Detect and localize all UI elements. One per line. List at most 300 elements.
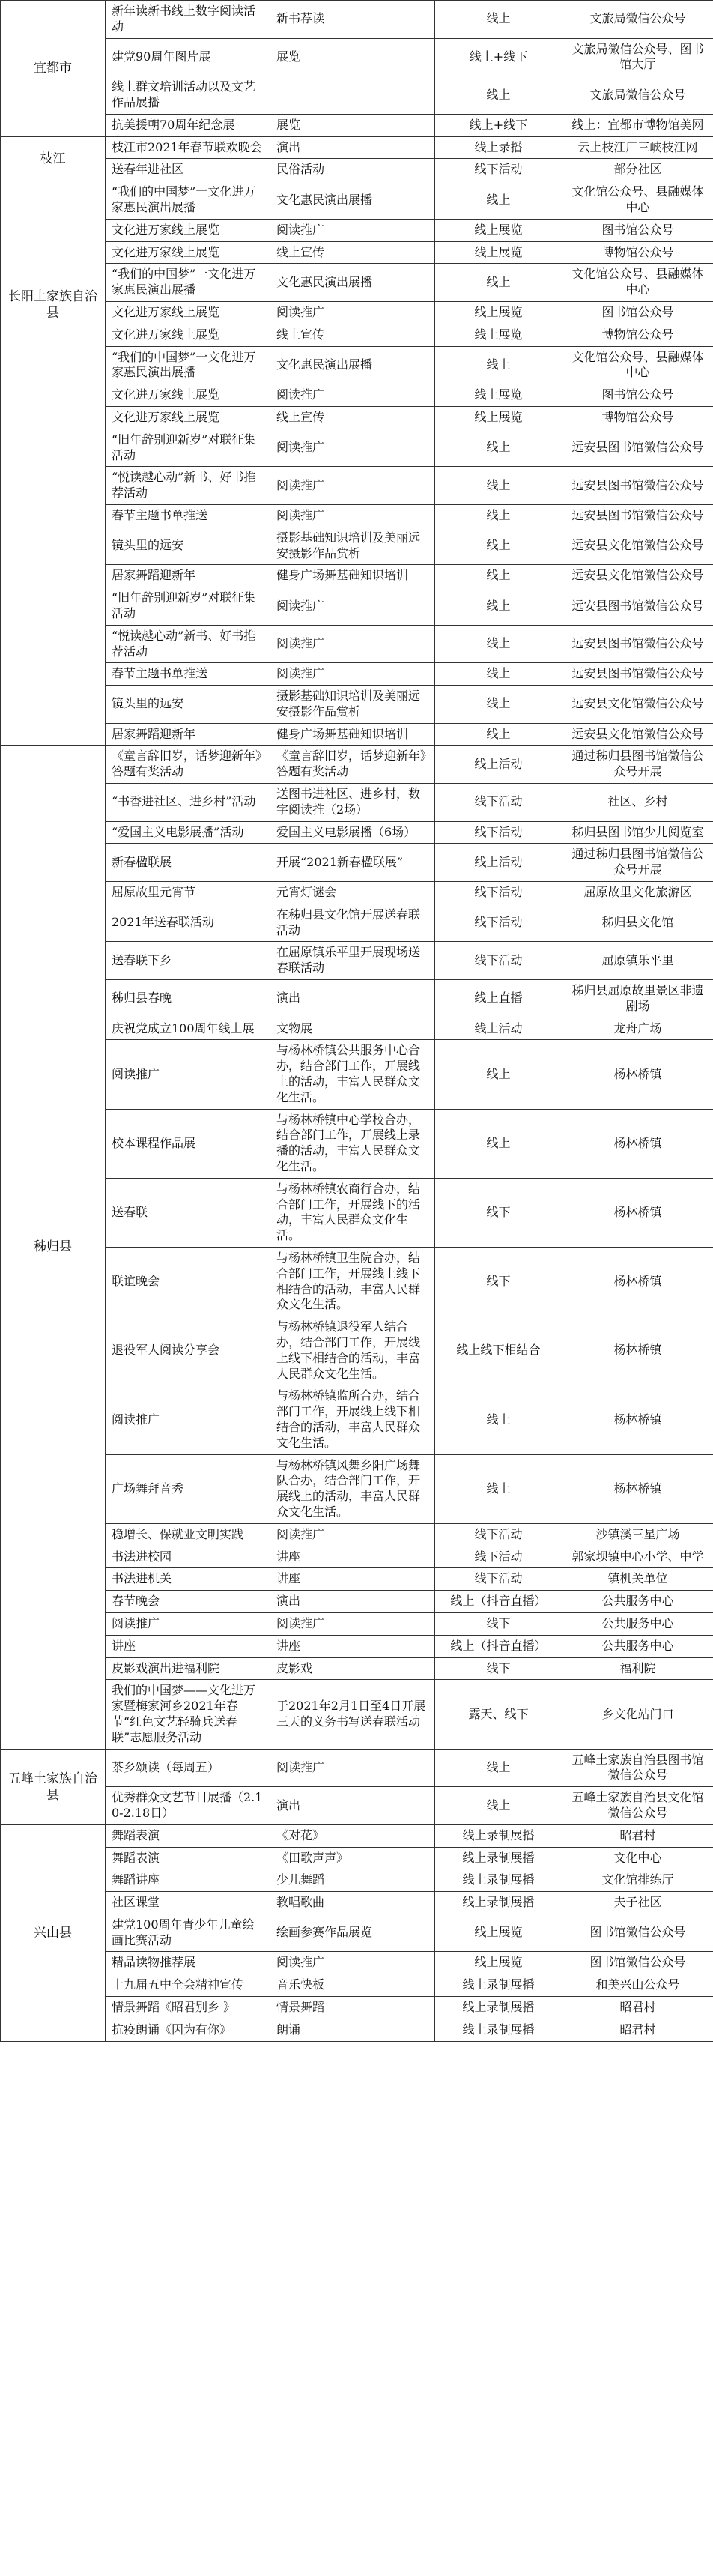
table-row <box>1 1568 713 1591</box>
activity-mode-cell: 线上 <box>435 181 562 220</box>
activity-content-cell: 演出 <box>270 1787 435 1825</box>
activity-venue-cell: 线上：宜都市博物馆美网 <box>562 114 713 136</box>
activity-mode-cell: 线上录制展播 <box>435 1847 562 1869</box>
activity-mode-cell: 线上 <box>435 527 562 565</box>
activity-venue-cell: 文化中心 <box>562 1847 713 1869</box>
table-row <box>1 1 713 39</box>
table-row <box>1 264 713 302</box>
activity-mode-cell: 线上+线下 <box>435 38 562 76</box>
activity-name-cell: “悦读越心动”新书、好书推荐活动 <box>106 467 270 505</box>
activity-venue-cell: 公共服务中心 <box>562 1591 713 1613</box>
activity-name-cell: 十九届五中全会精神宣传 <box>106 1974 270 1997</box>
table-row <box>1 1974 713 1997</box>
table-row <box>1 346 713 384</box>
activity-venue-cell: 远安县图书馆微信公众号 <box>562 625 713 663</box>
activity-mode-cell: 线上+线下 <box>435 114 562 136</box>
activity-content-cell: 绘画参赛作品展览 <box>270 1914 435 1952</box>
table-row <box>1 942 713 980</box>
table-row <box>1 1869 713 1892</box>
activity-venue-cell: 远安县图书馆微信公众号 <box>562 504 713 527</box>
table-row <box>1 625 713 663</box>
activity-mode-cell: 线上 <box>435 1749 562 1787</box>
table-row <box>1 746 713 784</box>
activity-mode-cell: 线上 <box>435 429 562 467</box>
activity-name-cell: 屈原故里元宵节 <box>106 882 270 904</box>
activity-venue-cell: 杨林桥镇 <box>562 1109 713 1178</box>
activity-mode-cell: 线上 <box>435 1109 562 1178</box>
table-row <box>1 219 713 241</box>
activity-name-cell: 精品读物推荐展 <box>106 1952 270 1974</box>
activity-mode-cell: 线上 <box>435 723 562 746</box>
activity-venue-cell: 镇机关单位 <box>562 1568 713 1591</box>
activity-mode-cell: 线上直播 <box>435 980 562 1018</box>
table-row <box>1 844 713 882</box>
activity-venue-cell: 夫子社区 <box>562 1892 713 1914</box>
table-row <box>1 1847 713 1869</box>
activity-name-cell: 新年读新书线上数字阅读活动 <box>106 1 270 39</box>
activity-name-cell: 我们的中国梦——文化进万家暨梅家河乡2021年春节“红色文艺轻骑兵送春联”志愿服务活动 <box>106 1680 270 1749</box>
activity-mode-cell: 线上录制展播 <box>435 1997 562 2019</box>
activity-content-cell: 阅读推广 <box>270 504 435 527</box>
activity-name-cell: 文化进万家线上展览 <box>106 406 270 429</box>
activity-mode-cell: 线上活动 <box>435 746 562 784</box>
activity-content-cell: 演出 <box>270 1591 435 1613</box>
activity-content-cell: 情景舞蹈 <box>270 1997 435 2019</box>
activity-mode-cell: 线下 <box>435 1178 562 1247</box>
table-row <box>1 723 713 746</box>
activity-content-cell: 阅读推广 <box>270 429 435 467</box>
activity-name-cell: 新春楹联展 <box>106 844 270 882</box>
activity-name-cell: “我们的中国梦”一文化进万家惠民演出展播 <box>106 181 270 220</box>
table-row <box>1 821 713 844</box>
activity-venue-cell: 远安县文化馆微信公众号 <box>562 565 713 587</box>
activity-content-cell: 演出 <box>270 136 435 159</box>
activity-mode-cell: 线上展览 <box>435 1952 562 1974</box>
activity-mode-cell: 线上录制展播 <box>435 1892 562 1914</box>
activity-name-cell: “书香进社区、进乡村”活动 <box>106 784 270 822</box>
activity-name-cell: 文化进万家线上展览 <box>106 219 270 241</box>
activity-venue-cell: 昭君村 <box>562 2019 713 2041</box>
activity-content-cell: 阅读推广 <box>270 301 435 324</box>
activity-venue-cell: 图书馆公众号 <box>562 219 713 241</box>
activity-content-cell: 民俗活动 <box>270 159 435 181</box>
activity-name-cell: 抗美援朝70周年纪念展 <box>106 114 270 136</box>
activity-mode-cell: 线上 <box>435 686 562 724</box>
table-row <box>1 1680 713 1749</box>
activity-venue-cell: 公共服务中心 <box>562 1612 713 1635</box>
activity-venue-cell: 杨林桥镇 <box>562 1454 713 1523</box>
activity-venue-cell: 杨林桥镇 <box>562 1178 713 1247</box>
table-row <box>1 663 713 686</box>
activity-venue-cell: 文化馆公众号、县融媒体中心 <box>562 264 713 302</box>
table-row <box>1 324 713 346</box>
activity-name-cell: 广场舞拜音秀 <box>106 1454 270 1523</box>
activity-venue-cell: 秭归县文化馆 <box>562 904 713 942</box>
activity-mode-cell: 线上 <box>435 1454 562 1523</box>
activity-mode-cell: 线下活动 <box>435 1568 562 1591</box>
activity-mode-cell: 线上活动 <box>435 1018 562 1040</box>
table-row <box>1 159 713 181</box>
activity-content-cell: 阅读推广 <box>270 384 435 407</box>
activity-name-cell: 情景舞蹈《昭君别乡 》 <box>106 1997 270 2019</box>
activity-content-cell: 展览 <box>270 38 435 76</box>
activity-mode-cell: 线上 <box>435 264 562 302</box>
table-row <box>1 1914 713 1952</box>
activity-mode-cell: 线上录制展播 <box>435 1869 562 1892</box>
activity-content-cell: 线上宣传 <box>270 406 435 429</box>
activity-content-cell: 音乐快板 <box>270 1974 435 1997</box>
activity-venue-cell: 远安县图书馆微信公众号 <box>562 663 713 686</box>
activity-name-cell: 文化进万家线上展览 <box>106 241 270 264</box>
activity-mode-cell: 线下活动 <box>435 1546 562 1568</box>
activity-mode-cell: 线下活动 <box>435 821 562 844</box>
activity-name-cell: 《童言辞旧岁，话梦迎新年》答题有奖活动 <box>106 746 270 784</box>
activity-mode-cell: 线上 <box>435 1040 562 1109</box>
activity-venue-cell: 秭归县图书馆少儿阅览室 <box>562 821 713 844</box>
activity-mode-cell: 线上（抖音直播） <box>435 1591 562 1613</box>
activity-name-cell: 庆祝党成立100周年线上展 <box>106 1018 270 1040</box>
activity-venue-cell: 文化馆公众号、县融媒体中心 <box>562 346 713 384</box>
table-row <box>1 1591 713 1613</box>
activity-content-cell: 线上宣传 <box>270 324 435 346</box>
activity-mode-cell: 线上 <box>435 1 562 39</box>
activity-venue-cell: 远安县图书馆微信公众号 <box>562 587 713 626</box>
activity-content-cell: 开展“2021新春楹联展” <box>270 844 435 882</box>
activity-content-cell: 摄影基础知识培训及美丽远安摄影作品赏析 <box>270 686 435 724</box>
activity-content-cell: 《田歌声声》 <box>270 1847 435 1869</box>
activity-venue-cell: 龙舟广场 <box>562 1018 713 1040</box>
activity-content-cell: 文化惠民演出展播 <box>270 181 435 220</box>
activity-content-cell: 阅读推广 <box>270 663 435 686</box>
activity-mode-cell: 线上展览 <box>435 1914 562 1952</box>
activity-content-cell: 讲座 <box>270 1568 435 1591</box>
activity-venue-cell: 文旅局微信公众号、图书馆大厅 <box>562 38 713 76</box>
table-row <box>1 784 713 822</box>
activity-venue-cell: 远安县文化馆微信公众号 <box>562 686 713 724</box>
activity-content-cell: 与杨林桥镇风舞乡阳广场舞队合办，结合部门工作，开展线上的活动，丰富人民群众文化生活。 <box>270 1454 435 1523</box>
table-row <box>1 1952 713 1974</box>
activity-name-cell: 校本课程作品展 <box>106 1109 270 1178</box>
table-row <box>1 1892 713 1914</box>
table-row <box>1 301 713 324</box>
table-row <box>1 1997 713 2019</box>
activity-venue-cell: 文旅局微信公众号 <box>562 76 713 115</box>
activity-name-cell: 稳增长、保就业文明实践 <box>106 1523 270 1546</box>
activity-mode-cell: 线上录制展播 <box>435 1974 562 1997</box>
activity-mode-cell: 线上展览 <box>435 406 562 429</box>
activity-venue-cell: 福利院 <box>562 1657 713 1680</box>
activity-venue-cell: 乡文化站门口 <box>562 1680 713 1749</box>
activity-content-cell: 与杨林桥镇退役军人结合办，结合部门工作，开展线上线下相结合的活动，丰富人民群众文化生活。 <box>270 1316 435 1385</box>
activity-venue-cell: 社区、乡村 <box>562 784 713 822</box>
region-cell: 枝江 <box>1 136 106 181</box>
activity-mode-cell: 线上 <box>435 346 562 384</box>
activity-mode-cell: 线上展览 <box>435 324 562 346</box>
activity-mode-cell: 线上 <box>435 663 562 686</box>
activity-name-cell: 退役军人阅读分享会 <box>106 1316 270 1385</box>
activity-name-cell: 镜头里的远安 <box>106 686 270 724</box>
activity-venue-cell: 五峰土家族自治县文化馆微信公众号 <box>562 1787 713 1825</box>
activity-mode-cell: 线上 <box>435 76 562 115</box>
activity-name-cell: 书法进机关 <box>106 1568 270 1591</box>
activity-venue-cell: 图书馆微信公众号 <box>562 1914 713 1952</box>
activity-content-cell <box>270 76 435 115</box>
activity-venue-cell: 通过秭归县图书馆微信公众号开展 <box>562 844 713 882</box>
activity-name-cell: 镜头里的远安 <box>106 527 270 565</box>
activity-content-cell: 与杨林桥镇农商行合办，结合部门工作，开展线下的活动，丰富人民群众文化生活。 <box>270 1178 435 1247</box>
activity-name-cell: “我们的中国梦”一文化进万家惠民演出展播 <box>106 264 270 302</box>
activity-name-cell: 文化进万家线上展览 <box>106 301 270 324</box>
activity-content-cell: 少儿舞蹈 <box>270 1869 435 1892</box>
activity-mode-cell: 线上 <box>435 565 562 587</box>
activity-name-cell: 居家舞蹈迎新年 <box>106 723 270 746</box>
activity-venue-cell: 杨林桥镇 <box>562 1385 713 1454</box>
activity-mode-cell: 线下 <box>435 1248 562 1316</box>
activity-mode-cell: 线下活动 <box>435 784 562 822</box>
region-cell: 兴山县 <box>1 1824 106 2041</box>
activity-name-cell: 皮影戏演出进福利院 <box>106 1657 270 1680</box>
activity-mode-cell: 线下 <box>435 1657 562 1680</box>
table-row <box>1 241 713 264</box>
activity-venue-cell: 文化馆公众号、县融媒体中心 <box>562 181 713 220</box>
table-row <box>1 980 713 1018</box>
table-row <box>1 504 713 527</box>
table-row <box>1 527 713 565</box>
activity-content-cell: 健身广场舞基础知识培训 <box>270 565 435 587</box>
activity-name-cell: 舞蹈表演 <box>106 1824 270 1847</box>
activity-mode-cell: 线上展览 <box>435 219 562 241</box>
activity-venue-cell: 远安县文化馆微信公众号 <box>562 723 713 746</box>
table-row <box>1 587 713 626</box>
activity-venue-cell: 远安县文化馆微信公众号 <box>562 527 713 565</box>
table-row <box>1 1040 713 1109</box>
table-row <box>1 882 713 904</box>
region-cell: 长阳土家族自治县 <box>1 181 106 429</box>
table-row <box>1 1657 713 1680</box>
activity-venue-cell: 博物馆公众号 <box>562 406 713 429</box>
activity-mode-cell: 线上线下相结合 <box>435 1316 562 1385</box>
activity-venue-cell: 云上枝江厂三峡枝江网 <box>562 136 713 159</box>
table-row <box>1 1178 713 1247</box>
activity-mode-cell: 线上录制展播 <box>435 2019 562 2041</box>
activity-name-cell: 讲座 <box>106 1635 270 1657</box>
activity-content-cell: 文化惠民演出展播 <box>270 346 435 384</box>
activity-content-cell: 皮影戏 <box>270 1657 435 1680</box>
activity-name-cell: 建党100周年青少年儿童绘画比赛活动 <box>106 1914 270 1952</box>
activity-mode-cell: 线上展览 <box>435 384 562 407</box>
activity-name-cell: 阅读推广 <box>106 1040 270 1109</box>
activity-name-cell: 2021年送春联活动 <box>106 904 270 942</box>
table-row <box>1 467 713 505</box>
activity-name-cell: “悦读越心动”新书、好书推荐活动 <box>106 625 270 663</box>
table-row <box>1 384 713 407</box>
table-row <box>1 38 713 76</box>
table-row <box>1 1018 713 1040</box>
table-row <box>1 1109 713 1178</box>
activity-mode-cell: 线上 <box>435 504 562 527</box>
activity-content-cell: 讲座 <box>270 1635 435 1657</box>
activity-name-cell: 茶乡颂读（每周五） <box>106 1749 270 1787</box>
activity-name-cell: 舞蹈表演 <box>106 1847 270 1869</box>
activity-content-cell: 在屈原镇乐平里开展现场送春联活动 <box>270 942 435 980</box>
activity-content-cell: 阅读推广 <box>270 1612 435 1635</box>
activity-venue-cell: 郭家坝镇中心小学、中学 <box>562 1546 713 1568</box>
activity-mode-cell: 线上录播 <box>435 136 562 159</box>
activity-content-cell: 元宵灯谜会 <box>270 882 435 904</box>
activity-content-cell: 新书荐读 <box>270 1 435 39</box>
activity-name-cell: 抗疫朗诵《因为有你》 <box>106 2019 270 2041</box>
activity-name-cell: 建党90周年图片展 <box>106 38 270 76</box>
activity-name-cell: 舞蹈讲座 <box>106 1869 270 1892</box>
table-row <box>1 565 713 587</box>
activity-content-cell: 送图书进社区、进乡村，数字阅读推（2场） <box>270 784 435 822</box>
activity-venue-cell: 昭君村 <box>562 1824 713 1847</box>
table-row <box>1 1749 713 1787</box>
activity-mode-cell: 线下活动 <box>435 904 562 942</box>
table-row <box>1 2019 713 2041</box>
activity-content-cell: 《童言辞旧岁，话梦迎新年》答题有奖活动 <box>270 746 435 784</box>
activity-venue-cell: 杨林桥镇 <box>562 1248 713 1316</box>
table-row <box>1 1612 713 1635</box>
activity-name-cell: 居家舞蹈迎新年 <box>106 565 270 587</box>
activity-venue-cell: 和美兴山公众号 <box>562 1974 713 1997</box>
activity-mode-cell: 线上 <box>435 467 562 505</box>
activity-venue-cell: 屈原故里文化旅游区 <box>562 882 713 904</box>
activity-content-cell: 于2021年2月1日至4日开展三天的义务书写送春联活动 <box>270 1680 435 1749</box>
activity-content-cell: 文物展 <box>270 1018 435 1040</box>
activity-name-cell: 送春年进社区 <box>106 159 270 181</box>
activity-name-cell: “旧年辞别迎新岁”对联征集活动 <box>106 429 270 467</box>
region-cell <box>1 429 106 746</box>
activity-venue-cell: 沙镇溪三星广场 <box>562 1523 713 1546</box>
activity-mode-cell: 线上录制展播 <box>435 1824 562 1847</box>
activity-mode-cell: 线上 <box>435 625 562 663</box>
activity-venue-cell: 通过秭归县图书馆微信公众号开展 <box>562 746 713 784</box>
activity-name-cell: “旧年辞别迎新岁”对联征集活动 <box>106 587 270 626</box>
activity-content-cell: 文化惠民演出展播 <box>270 264 435 302</box>
activity-name-cell: 文化进万家线上展览 <box>106 384 270 407</box>
activity-venue-cell: 杨林桥镇 <box>562 1316 713 1385</box>
activity-name-cell: 优秀群众文艺节目展播（2.10-2.18日） <box>106 1787 270 1825</box>
activity-venue-cell: 远安县图书馆微信公众号 <box>562 467 713 505</box>
activity-venue-cell: 屈原镇乐平里 <box>562 942 713 980</box>
activity-name-cell: “我们的中国梦”一文化进万家惠民演出展播 <box>106 346 270 384</box>
activity-name-cell: 枝江市2021年春节联欢晚会 <box>106 136 270 159</box>
activity-name-cell: 春节主题书单推送 <box>106 663 270 686</box>
activity-content-cell: 《对花》 <box>270 1824 435 1847</box>
activity-mode-cell: 线下活动 <box>435 942 562 980</box>
activity-name-cell: 联谊晚会 <box>106 1248 270 1316</box>
activity-mode-cell: 线上 <box>435 1787 562 1825</box>
activity-content-cell: 演出 <box>270 980 435 1018</box>
table-row <box>1 114 713 136</box>
activity-name-cell: 春节晚会 <box>106 1591 270 1613</box>
activity-venue-cell: 文化馆排练厅 <box>562 1869 713 1892</box>
activity-content-cell: 阅读推广 <box>270 1523 435 1546</box>
activity-content-cell: 线上宣传 <box>270 241 435 264</box>
activity-content-cell: 摄影基础知识培训及美丽远安摄影作品赏析 <box>270 527 435 565</box>
table-row <box>1 1787 713 1825</box>
activity-mode-cell: 线上 <box>435 1385 562 1454</box>
table-row <box>1 686 713 724</box>
activity-mode-cell: 露天、线下 <box>435 1680 562 1749</box>
activity-name-cell: 社区课堂 <box>106 1892 270 1914</box>
activity-venue-cell: 博物馆公众号 <box>562 324 713 346</box>
activity-content-cell: 健身广场舞基础知识培训 <box>270 723 435 746</box>
activity-name-cell: 阅读推广 <box>106 1385 270 1454</box>
activity-name-cell: 秭归县春晚 <box>106 980 270 1018</box>
activity-content-cell: 阅读推广 <box>270 219 435 241</box>
table-row <box>1 406 713 429</box>
table-row <box>1 1385 713 1454</box>
activity-content-cell: 爱国主义电影展播（6场） <box>270 821 435 844</box>
activity-content-cell: 在秭归县文化馆开展送春联活动 <box>270 904 435 942</box>
table-row <box>1 429 713 467</box>
table-row <box>1 1454 713 1523</box>
activity-venue-cell: 图书馆公众号 <box>562 301 713 324</box>
activity-venue-cell: 文旅局微信公众号 <box>562 1 713 39</box>
activity-mode-cell: 线上（抖音直播） <box>435 1635 562 1657</box>
table-row <box>1 1523 713 1546</box>
activity-name-cell: 阅读推广 <box>106 1612 270 1635</box>
activity-venue-cell: 秭归县屈原故里景区非遗剧场 <box>562 980 713 1018</box>
activity-name-cell: 春节主题书单推送 <box>106 504 270 527</box>
activity-mode-cell: 线下活动 <box>435 1523 562 1546</box>
activity-content-cell: 与杨林桥镇中心学校合办，结合部门工作，开展线上录播的活动，丰富人民群众文化生活。 <box>270 1109 435 1178</box>
activity-name-cell: 文化进万家线上展览 <box>106 324 270 346</box>
activity-mode-cell: 线上展览 <box>435 301 562 324</box>
table-row <box>1 1635 713 1657</box>
activity-mode-cell: 线下活动 <box>435 159 562 181</box>
region-cell: 五峰土家族自治县 <box>1 1749 106 1824</box>
activity-venue-cell: 公共服务中心 <box>562 1635 713 1657</box>
activity-content-cell: 阅读推广 <box>270 1952 435 1974</box>
activity-mode-cell: 线上活动 <box>435 844 562 882</box>
activity-content-cell: 朗诵 <box>270 2019 435 2041</box>
activity-content-cell: 与杨林桥镇卫生院合办，结合部门工作，开展线上线下相结合的活动，丰富人民群众文化生活。 <box>270 1248 435 1316</box>
activity-name-cell: “爱国主义电影展播”活动 <box>106 821 270 844</box>
activity-content-cell: 阅读推广 <box>270 467 435 505</box>
activity-venue-cell: 五峰土家族自治县图书馆微信公众号 <box>562 1749 713 1787</box>
activity-mode-cell: 线上展览 <box>435 241 562 264</box>
table-row <box>1 76 713 115</box>
table-row <box>1 1824 713 1847</box>
activity-content-cell: 阅读推广 <box>270 625 435 663</box>
activity-mode-cell: 线下活动 <box>435 882 562 904</box>
table-row <box>1 1316 713 1385</box>
activity-venue-cell: 远安县图书馆微信公众号 <box>562 429 713 467</box>
activity-mode-cell: 线上 <box>435 587 562 626</box>
activity-content-cell: 讲座 <box>270 1546 435 1568</box>
activity-content-cell: 与杨林桥镇监所合办，结合部门工作，开展线上线下相结合的活动，丰富人民群众文化生活。 <box>270 1385 435 1454</box>
table-row <box>1 1546 713 1568</box>
region-cell: 宜都市 <box>1 1 106 137</box>
activity-content-cell: 阅读推广 <box>270 587 435 626</box>
table-row <box>1 904 713 942</box>
table-row <box>1 1248 713 1316</box>
activity-venue-cell: 图书馆公众号 <box>562 384 713 407</box>
activity-venue-cell: 博物馆公众号 <box>562 241 713 264</box>
activity-content-cell: 教唱歌曲 <box>270 1892 435 1914</box>
activity-name-cell: 书法进校园 <box>106 1546 270 1568</box>
activity-venue-cell: 杨林桥镇 <box>562 1040 713 1109</box>
activity-name-cell: 送春联 <box>106 1178 270 1247</box>
activity-content-cell: 阅读推广 <box>270 1749 435 1787</box>
activity-name-cell: 线上群文培训活动以及文艺作品展播 <box>106 76 270 115</box>
activity-venue-cell: 部分社区 <box>562 159 713 181</box>
activity-venue-cell: 图书馆微信公众号 <box>562 1952 713 1974</box>
table-row <box>1 181 713 220</box>
